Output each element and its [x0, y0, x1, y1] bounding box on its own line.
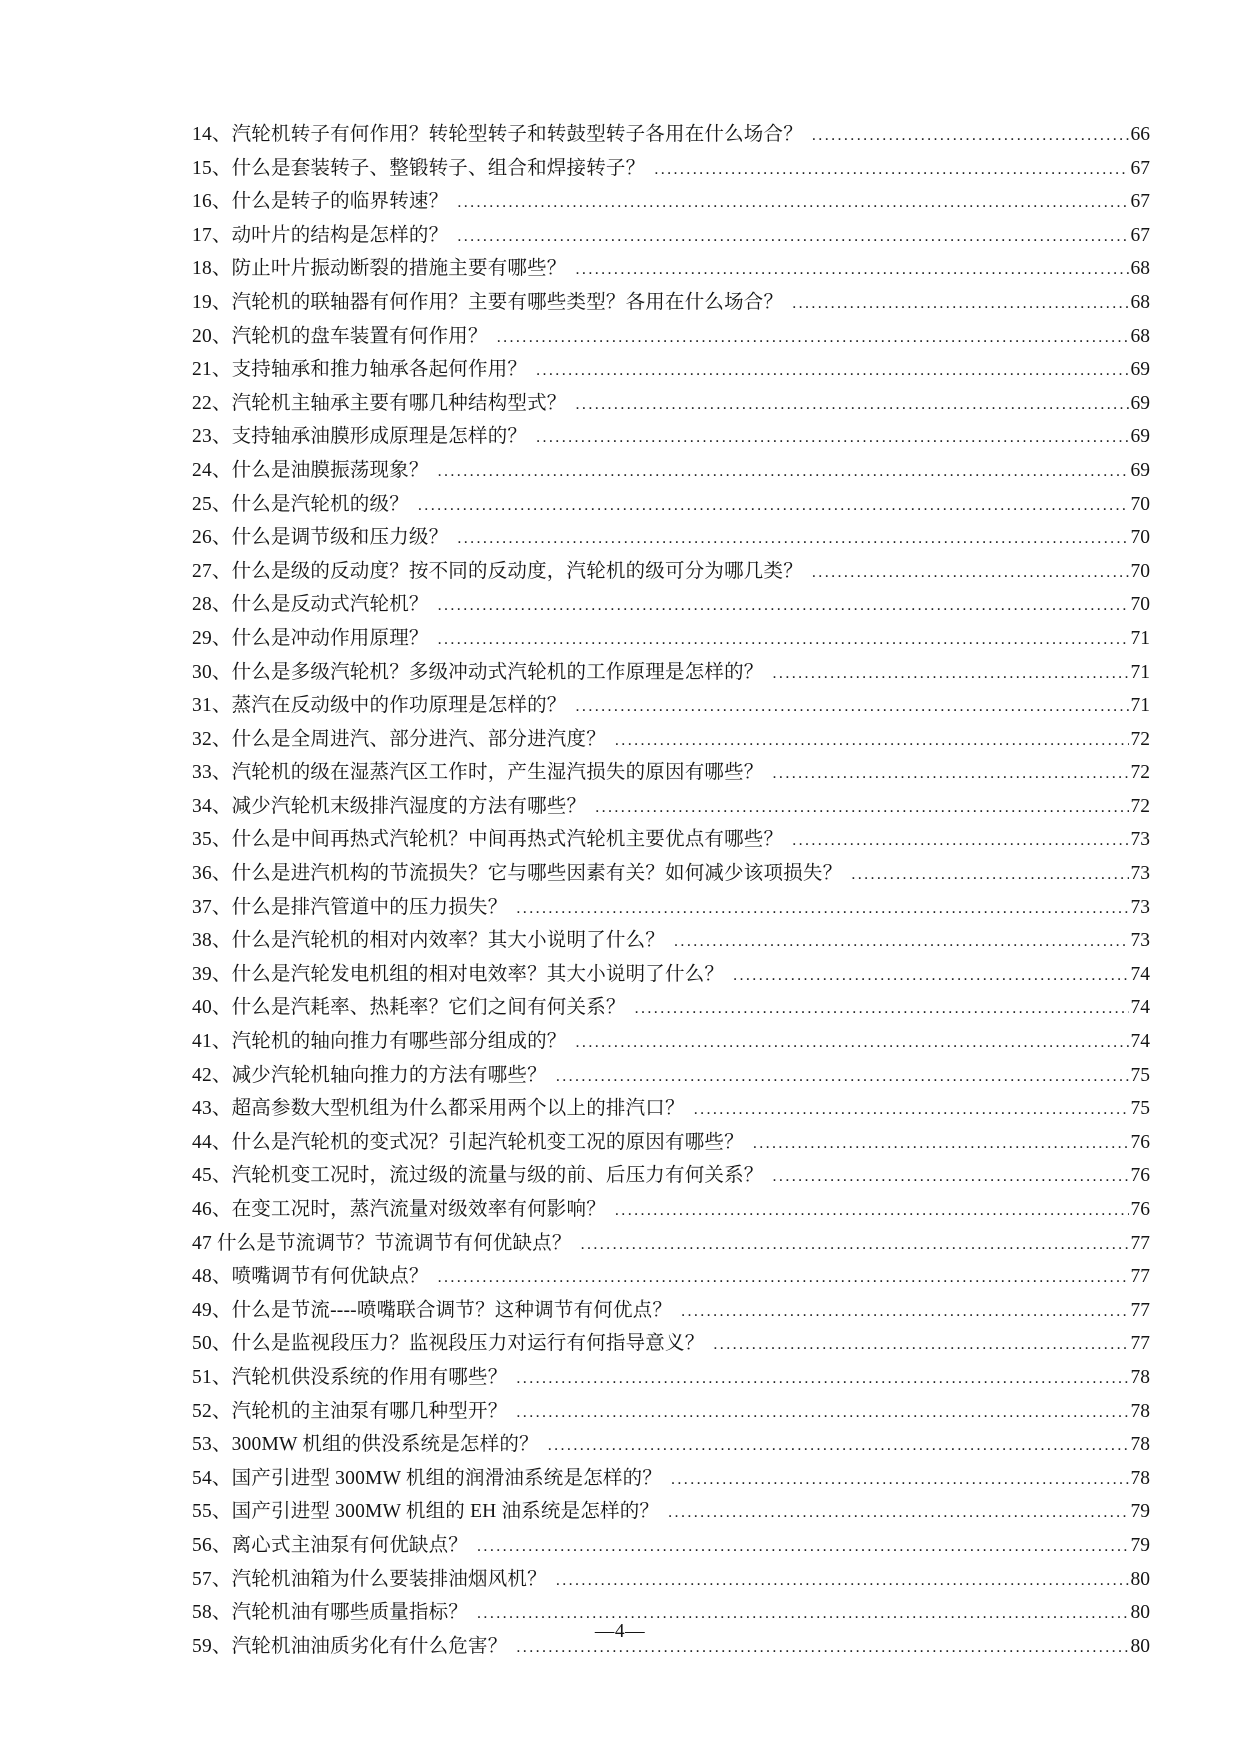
toc-entry-label: 51、汽轮机供没系统的作用有哪些？: [192, 1366, 508, 1388]
toc-entry: [192, 757, 1150, 791]
toc-entry-page: 77: [1130, 1266, 1150, 1288]
toc-entry: [192, 1160, 1150, 1194]
toc-entry-page: 80: [1130, 1568, 1150, 1590]
toc-entry-label: 30、什么是多级汽轮机？多级冲动式汽轮机的工作原理是怎样的？: [192, 661, 764, 683]
toc-entry-page: 76: [1130, 1165, 1150, 1187]
toc-entry: [192, 1026, 1150, 1060]
toc-entry: [192, 623, 1150, 657]
toc-entry-page: 76: [1130, 1199, 1150, 1220]
toc-entry: [192, 724, 1150, 758]
toc-entry-page: 70: [1130, 560, 1150, 582]
dot-leader: [516, 1362, 1128, 1396]
dot-leader: [812, 119, 1129, 153]
toc-entry-page: 68: [1130, 325, 1150, 347]
dot-leader: [694, 1093, 1129, 1127]
toc-entry-page: 79: [1130, 1501, 1150, 1523]
toc-entry-label: 58、汽轮机油有哪些质量指标？: [192, 1602, 469, 1624]
dot-leader: [654, 153, 1128, 187]
toc-entry: [192, 1463, 1150, 1497]
dot-leader: [457, 220, 1128, 254]
toc-entry-page: 69: [1130, 426, 1150, 448]
dot-leader: [733, 959, 1128, 993]
toc-entry-page: 77: [1130, 1333, 1150, 1355]
toc-entry-page: 73: [1130, 930, 1150, 952]
toc-entry: [192, 1362, 1150, 1396]
toc-entry-page: 75: [1130, 1098, 1150, 1120]
toc-entry-label: 18、防止叶片振动断裂的措施主要有哪些？: [192, 258, 567, 280]
dot-leader: [773, 757, 1129, 791]
toc-entry-label: 36、什么是进汽机构的节流损失？它与哪些因素有关？如何减少该项损失？: [192, 863, 843, 885]
toc-entry-label: 19、汽轮机的联轴器有何作用？主要有哪些类型？各用在什么场合？: [192, 291, 784, 313]
toc-entry-label: 14、汽轮机转子有何作用？转轮型转子和转鼓型转子各用在什么场合？: [192, 124, 803, 145]
toc-entry: [192, 1295, 1150, 1329]
toc-entry-page: 73: [1130, 896, 1150, 918]
dot-leader: [576, 1026, 1129, 1060]
toc-entry: [192, 489, 1150, 523]
dot-leader: [438, 455, 1129, 489]
toc-entry-label: 22、汽轮机主轴承主要有哪几种结构型式？: [192, 392, 567, 414]
dot-leader: [713, 1328, 1128, 1362]
toc-entry: [192, 589, 1150, 623]
dot-leader: [792, 824, 1128, 858]
toc-entry-label: 40、什么是汽耗率、热耗率？它们之间有何关系？: [192, 997, 626, 1019]
toc-entry: [192, 421, 1150, 455]
toc-entry: [192, 858, 1150, 892]
dot-leader: [753, 1127, 1129, 1161]
toc-entry-label: 56、离心式主油泵有何优缺点？: [192, 1534, 469, 1556]
toc-entry-label: 49、什么是节流----喷嘴联合调节？这种调节有何优点？: [192, 1299, 673, 1321]
toc-entry-label: 20、汽轮机的盘车装置有何作用？: [192, 325, 488, 347]
toc-entry-label: 25、什么是汽轮机的级？: [192, 493, 409, 515]
toc-entry: [192, 690, 1150, 724]
toc-entry: [192, 925, 1150, 959]
toc-entry-page: 80: [1130, 1602, 1150, 1624]
page-number-footer: —4—: [594, 1621, 646, 1642]
dot-leader: [438, 589, 1129, 623]
dot-leader: [595, 791, 1128, 825]
toc-entry-label: 54、国产引进型 300MW 机组的润滑油系统是怎样的？: [192, 1467, 662, 1489]
toc-entry-label: 35、什么是中间再热式汽轮机？中间再热式汽轮机主要优点有哪些？: [192, 829, 784, 851]
toc-entry-page: 72: [1130, 728, 1150, 750]
toc-entry-page: 70: [1130, 527, 1150, 549]
toc-entry-page: 69: [1130, 359, 1150, 381]
toc-entry-label: 15、什么是套装转子、整锻转子、组合和焊接转子？: [192, 157, 646, 179]
dot-leader: [792, 287, 1128, 321]
toc-entry-label: 55、国产引进型 300MW 机组的 EH 油系统是怎样的？: [192, 1501, 660, 1523]
toc-entry-page: 78: [1130, 1467, 1150, 1489]
toc-entry-label: 26、什么是调节级和压力级？: [192, 527, 449, 549]
toc-entry: [192, 1127, 1150, 1161]
toc-entry-label: 52、汽轮机的主油泵有哪几种型开？: [192, 1400, 508, 1422]
toc-entry-page: 77: [1130, 1232, 1150, 1254]
toc-entry-label: 46、在变工况时，蒸汽流量对级效率有何影响？: [192, 1199, 606, 1220]
toc-entry-label: 44、什么是汽轮机的变式况？引起汽轮机变工况的原因有哪些？: [192, 1131, 744, 1153]
toc-entry: [192, 220, 1150, 254]
dot-leader: [773, 1160, 1129, 1194]
toc-entry-page: 68: [1130, 258, 1150, 280]
dot-leader: [812, 556, 1129, 590]
toc-entry: [192, 657, 1150, 691]
dot-leader: [438, 1261, 1129, 1295]
toc-entry-page: 76: [1130, 1131, 1150, 1153]
toc-entry-label: 24、什么是油膜振荡现象？: [192, 459, 429, 481]
toc-entry-label: 32、什么是全周进汽、部分进汽、部分进汽度？: [192, 728, 606, 750]
toc-entry: [192, 253, 1150, 287]
toc-entry-label: 41、汽轮机的轴向推力有哪些部分组成的？: [192, 1031, 567, 1053]
toc-entry-page: 71: [1130, 695, 1150, 717]
toc-entry-page: 72: [1130, 762, 1150, 784]
toc-entry: [192, 791, 1150, 825]
toc-entry: [192, 1228, 1150, 1262]
toc-entry-page: 74: [1130, 963, 1150, 985]
toc-entry-page: 71: [1130, 627, 1150, 649]
toc-entry-page: 77: [1130, 1299, 1150, 1321]
toc-entry-label: 37、什么是排汽管道中的压力损失？: [192, 896, 508, 918]
toc-entry-page: 67: [1130, 191, 1150, 213]
toc-entry-label: 47 什么是节流调节？节流调节有何优缺点？: [192, 1232, 572, 1254]
toc-entry: [192, 959, 1150, 993]
dot-leader: [581, 1228, 1129, 1262]
toc-entry-label: 27、什么是级的反动度？按不同的反动度，汽轮机的级可分为哪几类？: [192, 560, 803, 582]
toc-entry-page: 68: [1130, 291, 1150, 313]
toc-entry-page: 70: [1130, 493, 1150, 515]
dot-leader: [671, 1463, 1129, 1497]
toc-entry: [192, 1060, 1150, 1094]
toc-entry-page: 71: [1130, 661, 1150, 683]
toc-entry: [192, 992, 1150, 1026]
toc-entry-label: 31、蒸汽在反动级中的作功原理是怎样的？: [192, 695, 567, 717]
dot-leader: [851, 858, 1128, 892]
toc-entry: [192, 1396, 1150, 1430]
dot-leader: [773, 657, 1129, 691]
toc-entry: [192, 522, 1150, 556]
toc-entry: [192, 287, 1150, 321]
toc-entry: [192, 1564, 1150, 1598]
toc-entry: [192, 556, 1150, 590]
toc-entry-label: 29、什么是冲动作用原理？: [192, 627, 429, 649]
toc-entry-page: 80: [1130, 1635, 1150, 1657]
toc-list: [192, 119, 1150, 1664]
dot-leader: [615, 724, 1129, 758]
dot-leader: [438, 623, 1129, 657]
toc-entry-label: 45、汽轮机变工况时，流过级的流量与级的前、后压力有何关系？: [192, 1165, 764, 1187]
toc-entry: [192, 1261, 1150, 1295]
toc-entry-page: 67: [1130, 224, 1150, 246]
dot-leader: [536, 354, 1128, 388]
dot-leader: [418, 489, 1129, 523]
dot-leader: [497, 321, 1129, 355]
toc-entry: [192, 186, 1150, 220]
toc-entry-page: 78: [1130, 1434, 1150, 1456]
toc-entry-label: 34、减少汽轮机末级排汽湿度的方法有哪些？: [192, 795, 587, 817]
dot-leader: [457, 186, 1128, 220]
toc-entry-label: 53、300MW 机组的供没系统是怎样的？: [192, 1434, 539, 1456]
toc-entry: [192, 1194, 1150, 1228]
dot-leader: [477, 1530, 1128, 1564]
toc-entry-label: 57、汽轮机油箱为什么要装排油烟风机？: [192, 1568, 547, 1590]
toc-entry-page: 70: [1130, 594, 1150, 616]
toc-entry-label: 33、汽轮机的级在湿蒸汽区工作时，产生湿汽损失的原因有哪些？: [192, 762, 764, 784]
dot-leader: [635, 992, 1129, 1026]
toc-entry: [192, 354, 1150, 388]
toc-entry: [192, 1496, 1150, 1530]
toc-entry: [192, 455, 1150, 489]
toc-entry-page: 67: [1130, 157, 1150, 179]
dot-leader: [576, 388, 1129, 422]
toc-entry-label: 42、减少汽轮机轴向推力的方法有哪些？: [192, 1064, 547, 1086]
toc-entry-page: 73: [1130, 829, 1150, 851]
toc-entry-label: 43、超高参数大型机组为什么都采用两个以上的排汽口？: [192, 1098, 685, 1120]
dot-leader: [556, 1060, 1129, 1094]
toc-entry-page: 74: [1130, 997, 1150, 1019]
toc-entry-page: 69: [1130, 459, 1150, 481]
toc-entry-label: 59、汽轮机油油质劣化有什么危害？: [192, 1635, 508, 1657]
toc-entry: [192, 1429, 1150, 1463]
toc-entry-label: 39、什么是汽轮发电机组的相对电效率？其大小说明了什么？: [192, 963, 725, 985]
toc-entry-page: 72: [1130, 795, 1150, 817]
toc-entry: [192, 388, 1150, 422]
toc-entry-page: 73: [1130, 863, 1150, 885]
dot-leader: [457, 522, 1128, 556]
toc-entry: [192, 892, 1150, 926]
dot-leader: [548, 1429, 1129, 1463]
toc-entry-page: 74: [1130, 1031, 1150, 1053]
toc-entry-label: 48、喷嘴调节有何优缺点？: [192, 1266, 429, 1288]
toc-entry: [192, 1093, 1150, 1127]
dot-leader: [668, 1496, 1128, 1530]
toc-entry-page: 78: [1130, 1400, 1150, 1422]
toc-entry: [192, 119, 1150, 153]
dot-leader: [674, 925, 1128, 959]
toc-entry-page: 69: [1130, 392, 1150, 414]
dot-leader: [516, 892, 1128, 926]
toc-entry-label: 50、什么是监视段压力？监视段压力对运行有何指导意义？: [192, 1333, 705, 1355]
toc-entry-page: 66: [1130, 124, 1150, 145]
toc-entry-label: 21、支持轴承和推力轴承各起何作用？: [192, 359, 528, 381]
toc-entry-label: 17、动叶片的结构是怎样的？: [192, 224, 449, 246]
toc-entry-label: 23、支持轴承油膜形成原理是怎样的？: [192, 426, 528, 448]
dot-leader: [576, 253, 1129, 287]
dot-leader: [681, 1295, 1128, 1329]
toc-entry-label: 16、什么是转子的临界转速？: [192, 191, 449, 213]
toc-entry-page: 79: [1130, 1534, 1150, 1556]
dot-leader: [615, 1194, 1129, 1228]
toc-entry-page: 78: [1130, 1366, 1150, 1388]
toc-entry-page: 75: [1130, 1064, 1150, 1086]
toc-entry: [192, 153, 1150, 187]
dot-leader: [536, 421, 1128, 455]
toc-entry: [192, 1328, 1150, 1362]
toc-entry-label: 28、什么是反动式汽轮机？: [192, 594, 429, 616]
dot-leader: [516, 1396, 1128, 1430]
toc-entry: [192, 321, 1150, 355]
toc-entry: [192, 824, 1150, 858]
dot-leader: [576, 690, 1129, 724]
dot-leader: [556, 1564, 1129, 1598]
toc-entry-label: 38、什么是汽轮机的相对内效率？其大小说明了什么？: [192, 930, 666, 952]
toc-entry: [192, 1530, 1150, 1564]
